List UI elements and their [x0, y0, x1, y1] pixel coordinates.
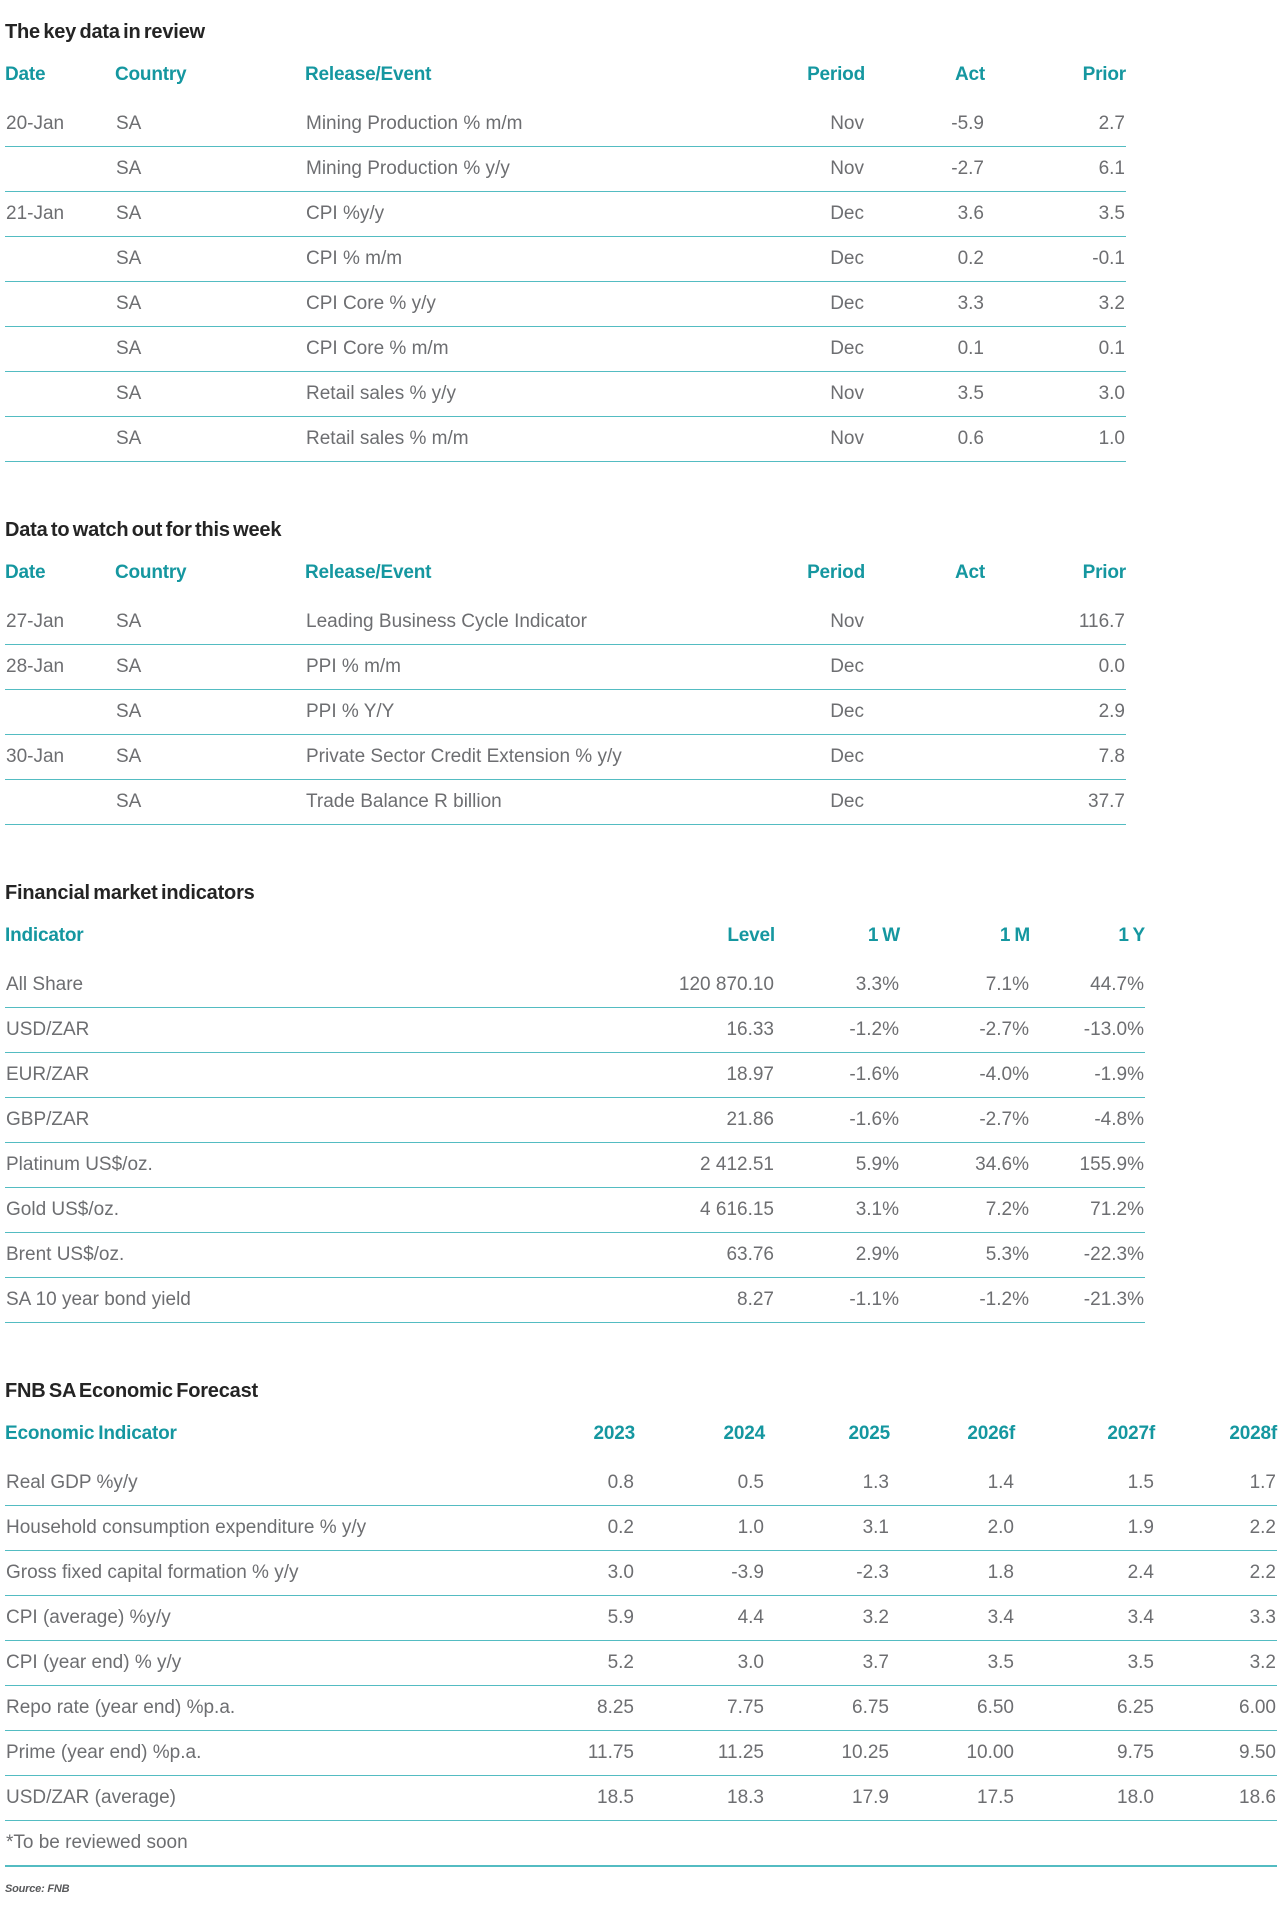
table-cell: [865, 645, 985, 690]
table-row: [5, 600, 1126, 645]
table-cell: [865, 780, 985, 825]
table-cell: 28-Jan: [5, 645, 115, 690]
table-cell: 3.4: [890, 1596, 1015, 1641]
financial-indicators-title: Financial market indicators: [5, 882, 255, 904]
table-cell: 120 870.10: [425, 963, 775, 1008]
footnote-row: [5, 1821, 1277, 1867]
header-row: [5, 919, 1145, 963]
table-cell: CPI Core % m/m: [305, 327, 720, 372]
table-cell: 1.7: [1155, 1461, 1277, 1506]
table-cell: SA: [115, 237, 305, 282]
table-cell: 4 616.15: [425, 1188, 775, 1233]
table-cell: SA: [115, 690, 305, 735]
table-cell: 155.9%: [1030, 1143, 1145, 1188]
table-cell: [5, 690, 115, 735]
key-data-section: [5, 20, 1280, 462]
table-cell: -3.9: [635, 1551, 765, 1596]
table-row: [5, 327, 1126, 372]
table-row: [5, 780, 1126, 825]
table-cell: 3.3%: [775, 963, 900, 1008]
table-cell: -1.1%: [775, 1278, 900, 1323]
table-cell: 3.2: [765, 1596, 890, 1641]
table-cell: SA: [115, 372, 305, 417]
table-cell: 20-Jan: [5, 102, 115, 147]
col-2028f: 2028f: [1229, 1423, 1277, 1444]
table-cell: 44.7%: [1030, 963, 1145, 1008]
table-cell: 3.1%: [775, 1188, 900, 1233]
table-cell: SA 10 year bond yield: [5, 1278, 425, 1323]
table-row: [5, 102, 1126, 147]
table-cell: 3.4: [1015, 1596, 1155, 1641]
table-cell: 2.4: [1015, 1551, 1155, 1596]
table-cell: Real GDP %y/y: [5, 1461, 505, 1506]
table-row: [5, 963, 1145, 1008]
table-cell: -2.7: [865, 147, 985, 192]
table-cell: 27-Jan: [5, 600, 115, 645]
table-cell: 21-Jan: [5, 192, 115, 237]
table-cell: [5, 780, 115, 825]
table-cell: 0.5: [635, 1461, 765, 1506]
table-cell: 2.0: [890, 1506, 1015, 1551]
watch-week-section: [5, 518, 1280, 825]
col-1y: 1 Y: [1118, 925, 1145, 946]
table-cell: -0.1: [985, 237, 1126, 282]
col-country: Country: [115, 562, 187, 583]
table-cell: All Share: [5, 963, 425, 1008]
table-cell: Leading Business Cycle Indicator: [305, 600, 720, 645]
key-data-table: [5, 58, 1126, 462]
table-cell: 17.5: [890, 1776, 1015, 1821]
table-cell: [865, 690, 985, 735]
watch-week-table: [5, 556, 1126, 825]
table-cell: 0.1: [865, 327, 985, 372]
col-act: Act: [954, 562, 985, 583]
table-cell: 3.6: [865, 192, 985, 237]
table-cell: Nov: [720, 417, 865, 462]
table-cell: USD/ZAR (average): [5, 1776, 505, 1821]
key-data-body: [5, 102, 1126, 462]
table-cell: Nov: [720, 600, 865, 645]
table-cell: -1.6%: [775, 1098, 900, 1143]
table-cell: SA: [115, 735, 305, 780]
table-cell: -1.9%: [1030, 1053, 1145, 1098]
table-cell: 0.0: [985, 645, 1126, 690]
table-cell: 9.50: [1155, 1731, 1277, 1776]
table-row: [5, 1551, 1277, 1596]
table-cell: 7.8: [985, 735, 1126, 780]
table-cell: 3.2: [1155, 1641, 1277, 1686]
table-cell: [5, 237, 115, 282]
table-row: [5, 1776, 1277, 1821]
table-cell: 2.7: [985, 102, 1126, 147]
table-cell: 6.25: [1015, 1686, 1155, 1731]
table-row: [5, 1278, 1145, 1323]
table-row: [5, 1233, 1145, 1278]
table-cell: -4.0%: [900, 1053, 1030, 1098]
table-row: [5, 237, 1126, 282]
table-cell: 1.5: [1015, 1461, 1155, 1506]
watch-week-header: [5, 556, 1126, 600]
table-cell: 10.00: [890, 1731, 1015, 1776]
financial-indicators-section: [5, 881, 1280, 1323]
table-cell: 5.3%: [900, 1233, 1030, 1278]
table-row: [5, 1053, 1145, 1098]
forecast-section: [5, 1379, 1280, 1867]
table-cell: Mining Production % y/y: [305, 147, 720, 192]
table-cell: Dec: [720, 237, 865, 282]
table-row: [5, 1008, 1145, 1053]
table-cell: 0.8: [505, 1461, 635, 1506]
table-cell: Dec: [720, 282, 865, 327]
table-cell: 1.0: [985, 417, 1126, 462]
table-cell: 3.5: [865, 372, 985, 417]
table-cell: SA: [115, 327, 305, 372]
table-cell: 1.9: [1015, 1506, 1155, 1551]
table-cell: [865, 735, 985, 780]
table-row: [5, 1641, 1277, 1686]
table-row: [5, 645, 1126, 690]
table-cell: 34.6%: [900, 1143, 1030, 1188]
table-cell: 18.6: [1155, 1776, 1277, 1821]
table-cell: [5, 147, 115, 192]
col-2024: 2024: [723, 1423, 765, 1444]
footnote-cell: *To be reviewed soon: [5, 1821, 1277, 1867]
table-row: [5, 1506, 1277, 1551]
table-row: [5, 1143, 1145, 1188]
table-cell: Retail sales % y/y: [305, 372, 720, 417]
table-cell: 11.25: [635, 1731, 765, 1776]
table-cell: -22.3%: [1030, 1233, 1145, 1278]
table-cell: CPI % m/m: [305, 237, 720, 282]
table-cell: CPI Core % y/y: [305, 282, 720, 327]
watch-week-title: Data to watch out for this week: [5, 519, 282, 541]
col-level: Level: [727, 925, 775, 946]
table-cell: -1.6%: [775, 1053, 900, 1098]
table-cell: Nov: [720, 102, 865, 147]
table-row: [5, 690, 1126, 735]
financial-body: [5, 963, 1145, 1323]
table-cell: 3.5: [985, 192, 1126, 237]
table-cell: Gross fixed capital formation % y/y: [5, 1551, 505, 1596]
table-cell: PPI % Y/Y: [305, 690, 720, 735]
table-cell: Dec: [720, 645, 865, 690]
col-2026f: 2026f: [967, 1423, 1015, 1444]
table-cell: 18.97: [425, 1053, 775, 1098]
header-row: [5, 58, 1126, 102]
table-cell: [5, 327, 115, 372]
col-act: Act: [954, 64, 985, 85]
col-economic-indicator: Economic Indicator: [5, 1423, 177, 1444]
table-cell: 3.0: [985, 372, 1126, 417]
table-cell: 1.0: [635, 1506, 765, 1551]
table-cell: 0.6: [865, 417, 985, 462]
table-cell: Repo rate (year end) %p.a.: [5, 1686, 505, 1731]
forecast-header: [5, 1417, 1277, 1461]
table-cell: 16.33: [425, 1008, 775, 1053]
table-row: [5, 1686, 1277, 1731]
table-cell: 37.7: [985, 780, 1126, 825]
table-cell: SA: [115, 417, 305, 462]
table-row: [5, 372, 1126, 417]
table-cell: 1.3: [765, 1461, 890, 1506]
table-cell: Household consumption expenditure % y/y: [5, 1506, 505, 1551]
table-cell: 2.2: [1155, 1506, 1277, 1551]
table-row: [5, 147, 1126, 192]
watch-week-body: [5, 600, 1126, 825]
col-period: Period: [807, 64, 865, 85]
table-cell: SA: [115, 282, 305, 327]
forecast-title: FNB SA Economic Forecast: [5, 1380, 258, 1402]
table-cell: 0.2: [865, 237, 985, 282]
table-cell: -13.0%: [1030, 1008, 1145, 1053]
table-cell: 3.3: [865, 282, 985, 327]
col-period: Period: [807, 562, 865, 583]
table-cell: 7.1%: [900, 963, 1030, 1008]
table-cell: CPI (year end) % y/y: [5, 1641, 505, 1686]
table-cell: 3.5: [1015, 1641, 1155, 1686]
table-cell: -2.3: [765, 1551, 890, 1596]
col-release-event: Release/Event: [305, 562, 432, 583]
col-release-event: Release/Event: [305, 64, 432, 85]
table-cell: 0.2: [505, 1506, 635, 1551]
table-cell: 21.86: [425, 1098, 775, 1143]
table-cell: 4.4: [635, 1596, 765, 1641]
table-cell: [5, 372, 115, 417]
table-cell: 3.0: [635, 1641, 765, 1686]
table-cell: 17.9: [765, 1776, 890, 1821]
table-cell: 6.1: [985, 147, 1126, 192]
header-row: [5, 1417, 1277, 1461]
table-cell: 0.1: [985, 327, 1126, 372]
table-cell: SA: [115, 192, 305, 237]
table-row: [5, 417, 1126, 462]
table-cell: 1.4: [890, 1461, 1015, 1506]
table-cell: -2.7%: [900, 1008, 1030, 1053]
table-cell: 1.8: [890, 1551, 1015, 1596]
table-cell: 9.75: [1015, 1731, 1155, 1776]
table-cell: 5.2: [505, 1641, 635, 1686]
table-row: [5, 1596, 1277, 1641]
table-cell: 18.5: [505, 1776, 635, 1821]
table-cell: Dec: [720, 780, 865, 825]
table-cell: 3.3: [1155, 1596, 1277, 1641]
table-cell: -2.7%: [900, 1098, 1030, 1143]
table-cell: 63.76: [425, 1233, 775, 1278]
col-2023: 2023: [593, 1423, 635, 1444]
col-2025: 2025: [848, 1423, 890, 1444]
table-cell: 10.25: [765, 1731, 890, 1776]
table-cell: Retail sales % m/m: [305, 417, 720, 462]
financial-indicators-table: [5, 919, 1145, 1323]
table-row: [5, 1098, 1145, 1143]
table-cell: 116.7: [985, 600, 1126, 645]
table-cell: Mining Production % m/m: [305, 102, 720, 147]
col-1w: 1 W: [867, 925, 900, 946]
table-row: [5, 1461, 1277, 1506]
table-cell: -1.2%: [775, 1008, 900, 1053]
col-date: Date: [5, 562, 46, 583]
table-cell: [865, 600, 985, 645]
table-row: [5, 1731, 1277, 1776]
financial-header: [5, 919, 1145, 963]
table-cell: 3.2: [985, 282, 1126, 327]
table-cell: Dec: [720, 735, 865, 780]
table-cell: 3.7: [765, 1641, 890, 1686]
table-cell: GBP/ZAR: [5, 1098, 425, 1143]
table-cell: PPI % m/m: [305, 645, 720, 690]
table-cell: 71.2%: [1030, 1188, 1145, 1233]
header-row: [5, 556, 1126, 600]
table-cell: Dec: [720, 192, 865, 237]
col-date: Date: [5, 64, 46, 85]
table-cell: 8.27: [425, 1278, 775, 1323]
table-cell: 7.2%: [900, 1188, 1030, 1233]
table-cell: USD/ZAR: [5, 1008, 425, 1053]
table-row: [5, 1188, 1145, 1233]
table-cell: 6.50: [890, 1686, 1015, 1731]
table-cell: Platinum US$/oz.: [5, 1143, 425, 1188]
table-cell: 11.75: [505, 1731, 635, 1776]
table-cell: Nov: [720, 147, 865, 192]
table-row: [5, 282, 1126, 327]
table-cell: 6.75: [765, 1686, 890, 1731]
table-cell: [5, 417, 115, 462]
table-cell: 2 412.51: [425, 1143, 775, 1188]
table-cell: SA: [115, 147, 305, 192]
forecast-table: [5, 1417, 1277, 1867]
table-cell: 3.5: [890, 1641, 1015, 1686]
table-cell: 3.1: [765, 1506, 890, 1551]
table-cell: Brent US$/oz.: [5, 1233, 425, 1278]
table-cell: -21.3%: [1030, 1278, 1145, 1323]
table-cell: Dec: [720, 327, 865, 372]
table-cell: 8.25: [505, 1686, 635, 1731]
table-cell: -5.9: [865, 102, 985, 147]
key-data-header: [5, 58, 1126, 102]
table-cell: [5, 282, 115, 327]
table-cell: 2.9: [985, 690, 1126, 735]
table-row: [5, 735, 1126, 780]
table-cell: -1.2%: [900, 1278, 1030, 1323]
table-cell: SA: [115, 780, 305, 825]
table-cell: 5.9%: [775, 1143, 900, 1188]
table-row: [5, 192, 1126, 237]
table-cell: 2.9%: [775, 1233, 900, 1278]
table-cell: 7.75: [635, 1686, 765, 1731]
table-cell: CPI (average) %y/y: [5, 1596, 505, 1641]
table-cell: Dec: [720, 690, 865, 735]
table-cell: SA: [115, 645, 305, 690]
table-cell: Trade Balance R billion: [305, 780, 720, 825]
table-cell: 5.9: [505, 1596, 635, 1641]
table-cell: 18.0: [1015, 1776, 1155, 1821]
table-cell: 2.2: [1155, 1551, 1277, 1596]
table-cell: CPI %y/y: [305, 192, 720, 237]
table-cell: SA: [115, 600, 305, 645]
col-1m: 1 M: [999, 925, 1030, 946]
col-country: Country: [115, 64, 187, 85]
source-note: Source: FNB: [5, 1883, 70, 1895]
table-cell: 6.00: [1155, 1686, 1277, 1731]
table-cell: Private Sector Credit Extension % y/y: [305, 735, 720, 780]
col-prior: Prior: [1082, 64, 1126, 85]
table-cell: EUR/ZAR: [5, 1053, 425, 1098]
table-cell: 30-Jan: [5, 735, 115, 780]
col-indicator: Indicator: [5, 925, 84, 946]
table-cell: Nov: [720, 372, 865, 417]
table-cell: -4.8%: [1030, 1098, 1145, 1143]
table-cell: Prime (year end) %p.a.: [5, 1731, 505, 1776]
forecast-body: [5, 1461, 1277, 1866]
table-cell: 3.0: [505, 1551, 635, 1596]
col-2027f: 2027f: [1107, 1423, 1155, 1444]
table-cell: Gold US$/oz.: [5, 1188, 425, 1233]
key-data-title: The key data in review: [5, 21, 205, 43]
col-prior: Prior: [1082, 562, 1126, 583]
table-cell: 18.3: [635, 1776, 765, 1821]
table-cell: SA: [115, 102, 305, 147]
